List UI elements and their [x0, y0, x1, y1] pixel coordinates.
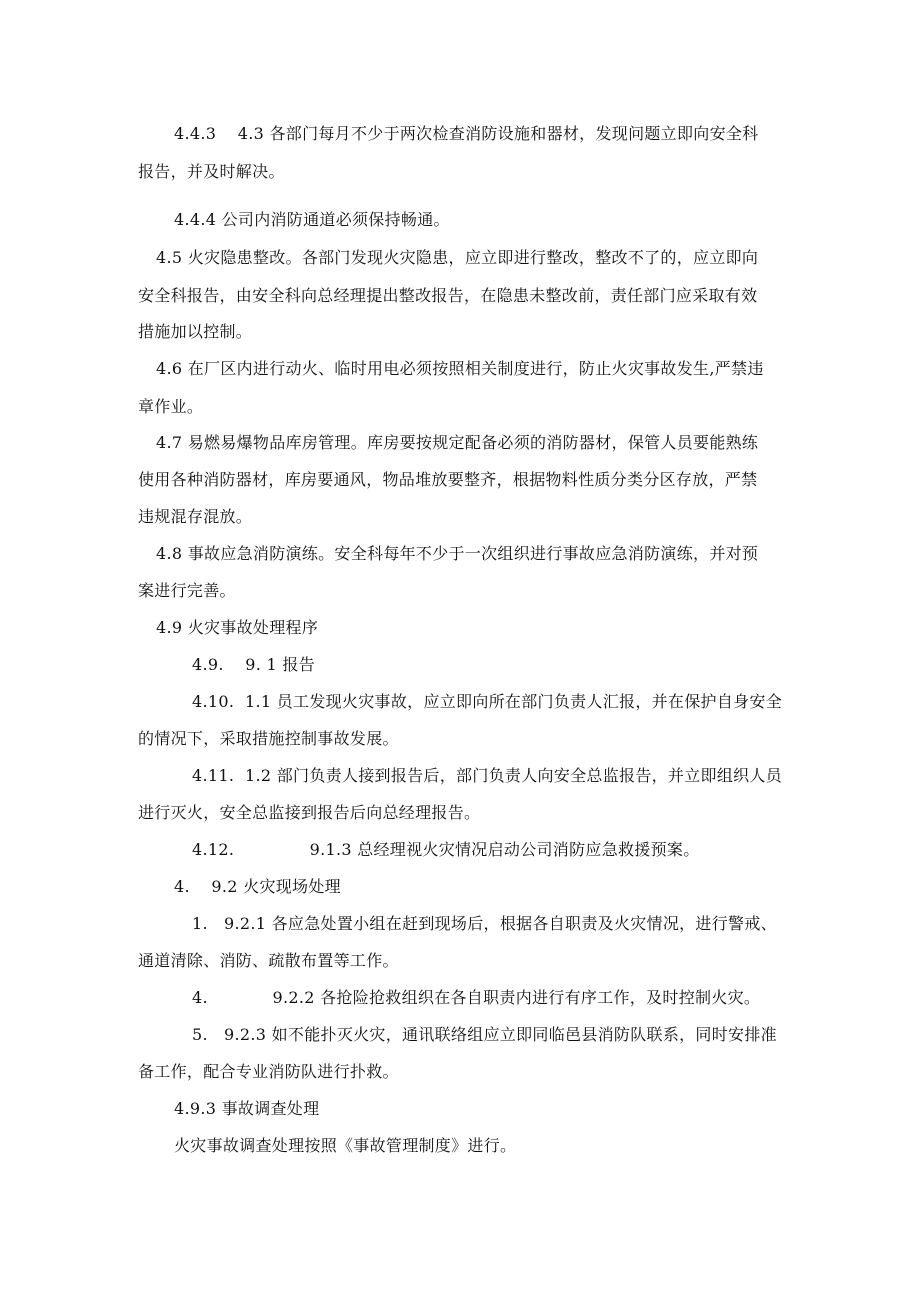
text-line: 备工作，配合专业消防队进行扑救。 — [138, 1062, 399, 1081]
text-line: 4.6 在厂区内进行动火、临时用电必须按照相关制度进行，防止火灾事故发生,严禁违 — [156, 359, 764, 378]
text-line: 火灾事故调查处理按照《事故管理制度》进行。 — [174, 1136, 517, 1155]
text-line: 进行灭火，安全总监接到报告后向总经理报告。 — [138, 803, 481, 822]
text-line: 违规混存混放。 — [138, 507, 253, 526]
text-line: 报告，并及时解决。 — [138, 162, 285, 181]
text-line: 4.10. 1.1 员工发现火灾事故，应立即向所在部门负责人汇报，并在保护自身安全 — [192, 692, 783, 711]
text-line: 4.9 火灾事故处理程序 — [156, 618, 319, 637]
text-line: 4. 9.2 火灾现场处理 — [174, 877, 341, 896]
text-line: 4.4.3 4.3 各部门每月不少于两次检查消防设施和器材，发现问题立即向安全科 — [174, 124, 759, 143]
text-line: 1. 9.2.1 各应急处置小组在赶到现场后，根据各自职责及火灾情况，进行警戒、 — [192, 914, 777, 933]
text-line: 4.7 易燃易爆物品库房管理。库房要按规定配备必须的消防器材，保管人员要能熟练 — [156, 433, 759, 452]
text-line: 措施加以控制。 — [138, 322, 253, 341]
text-line: 4.9. 9. 1 报告 — [192, 655, 315, 674]
text-line: 4. 9.2.2 各抢险抢救组织在各自职责内进行有序工作，及时控制火灾。 — [192, 988, 761, 1007]
text-line: 的情况下，采取措施控制事故发展。 — [138, 729, 399, 748]
text-line: 案进行完善。 — [138, 581, 236, 600]
text-line: 章作业。 — [138, 397, 204, 416]
text-line: 4.4.4 公司内消防通道必须保持畅通。 — [174, 210, 450, 229]
text-line: 4.9.3 事故调查处理 — [174, 1099, 320, 1118]
text-line: 4.5 火灾隐患整改。各部门发现火灾隐患，应立即进行整改，整改不了的，应立即向 — [156, 248, 759, 267]
text-line: 4.12. 9.1.3 总经理视火灾情况启动公司消防应急救援预案。 — [192, 840, 700, 859]
text-line: 4.11. 1.2 部门负责人接到报告后，部门负责人向安全总监报告，并立即组织人员 — [192, 766, 783, 785]
text-line: 5. 9.2.3 如不能扑灭火灾，通讯联络组应立即同临邑县消防队联系，同时安排准 — [192, 1025, 777, 1044]
text-line: 通道清除、消防、疏散布置等工作。 — [138, 951, 399, 970]
text-line: 使用各种消防器材，库房要通风，物品堆放要整齐，根据物料性质分类分区存放，严禁 — [138, 470, 758, 489]
text-line: 4.8 事故应急消防演练。安全科每年不少于一次组织进行事故应急消防演练，并对预 — [156, 544, 759, 563]
text-line: 安全科报告，由安全科向总经理提出整改报告，在隐患未整改前，责任部门应采取有效 — [138, 286, 758, 305]
